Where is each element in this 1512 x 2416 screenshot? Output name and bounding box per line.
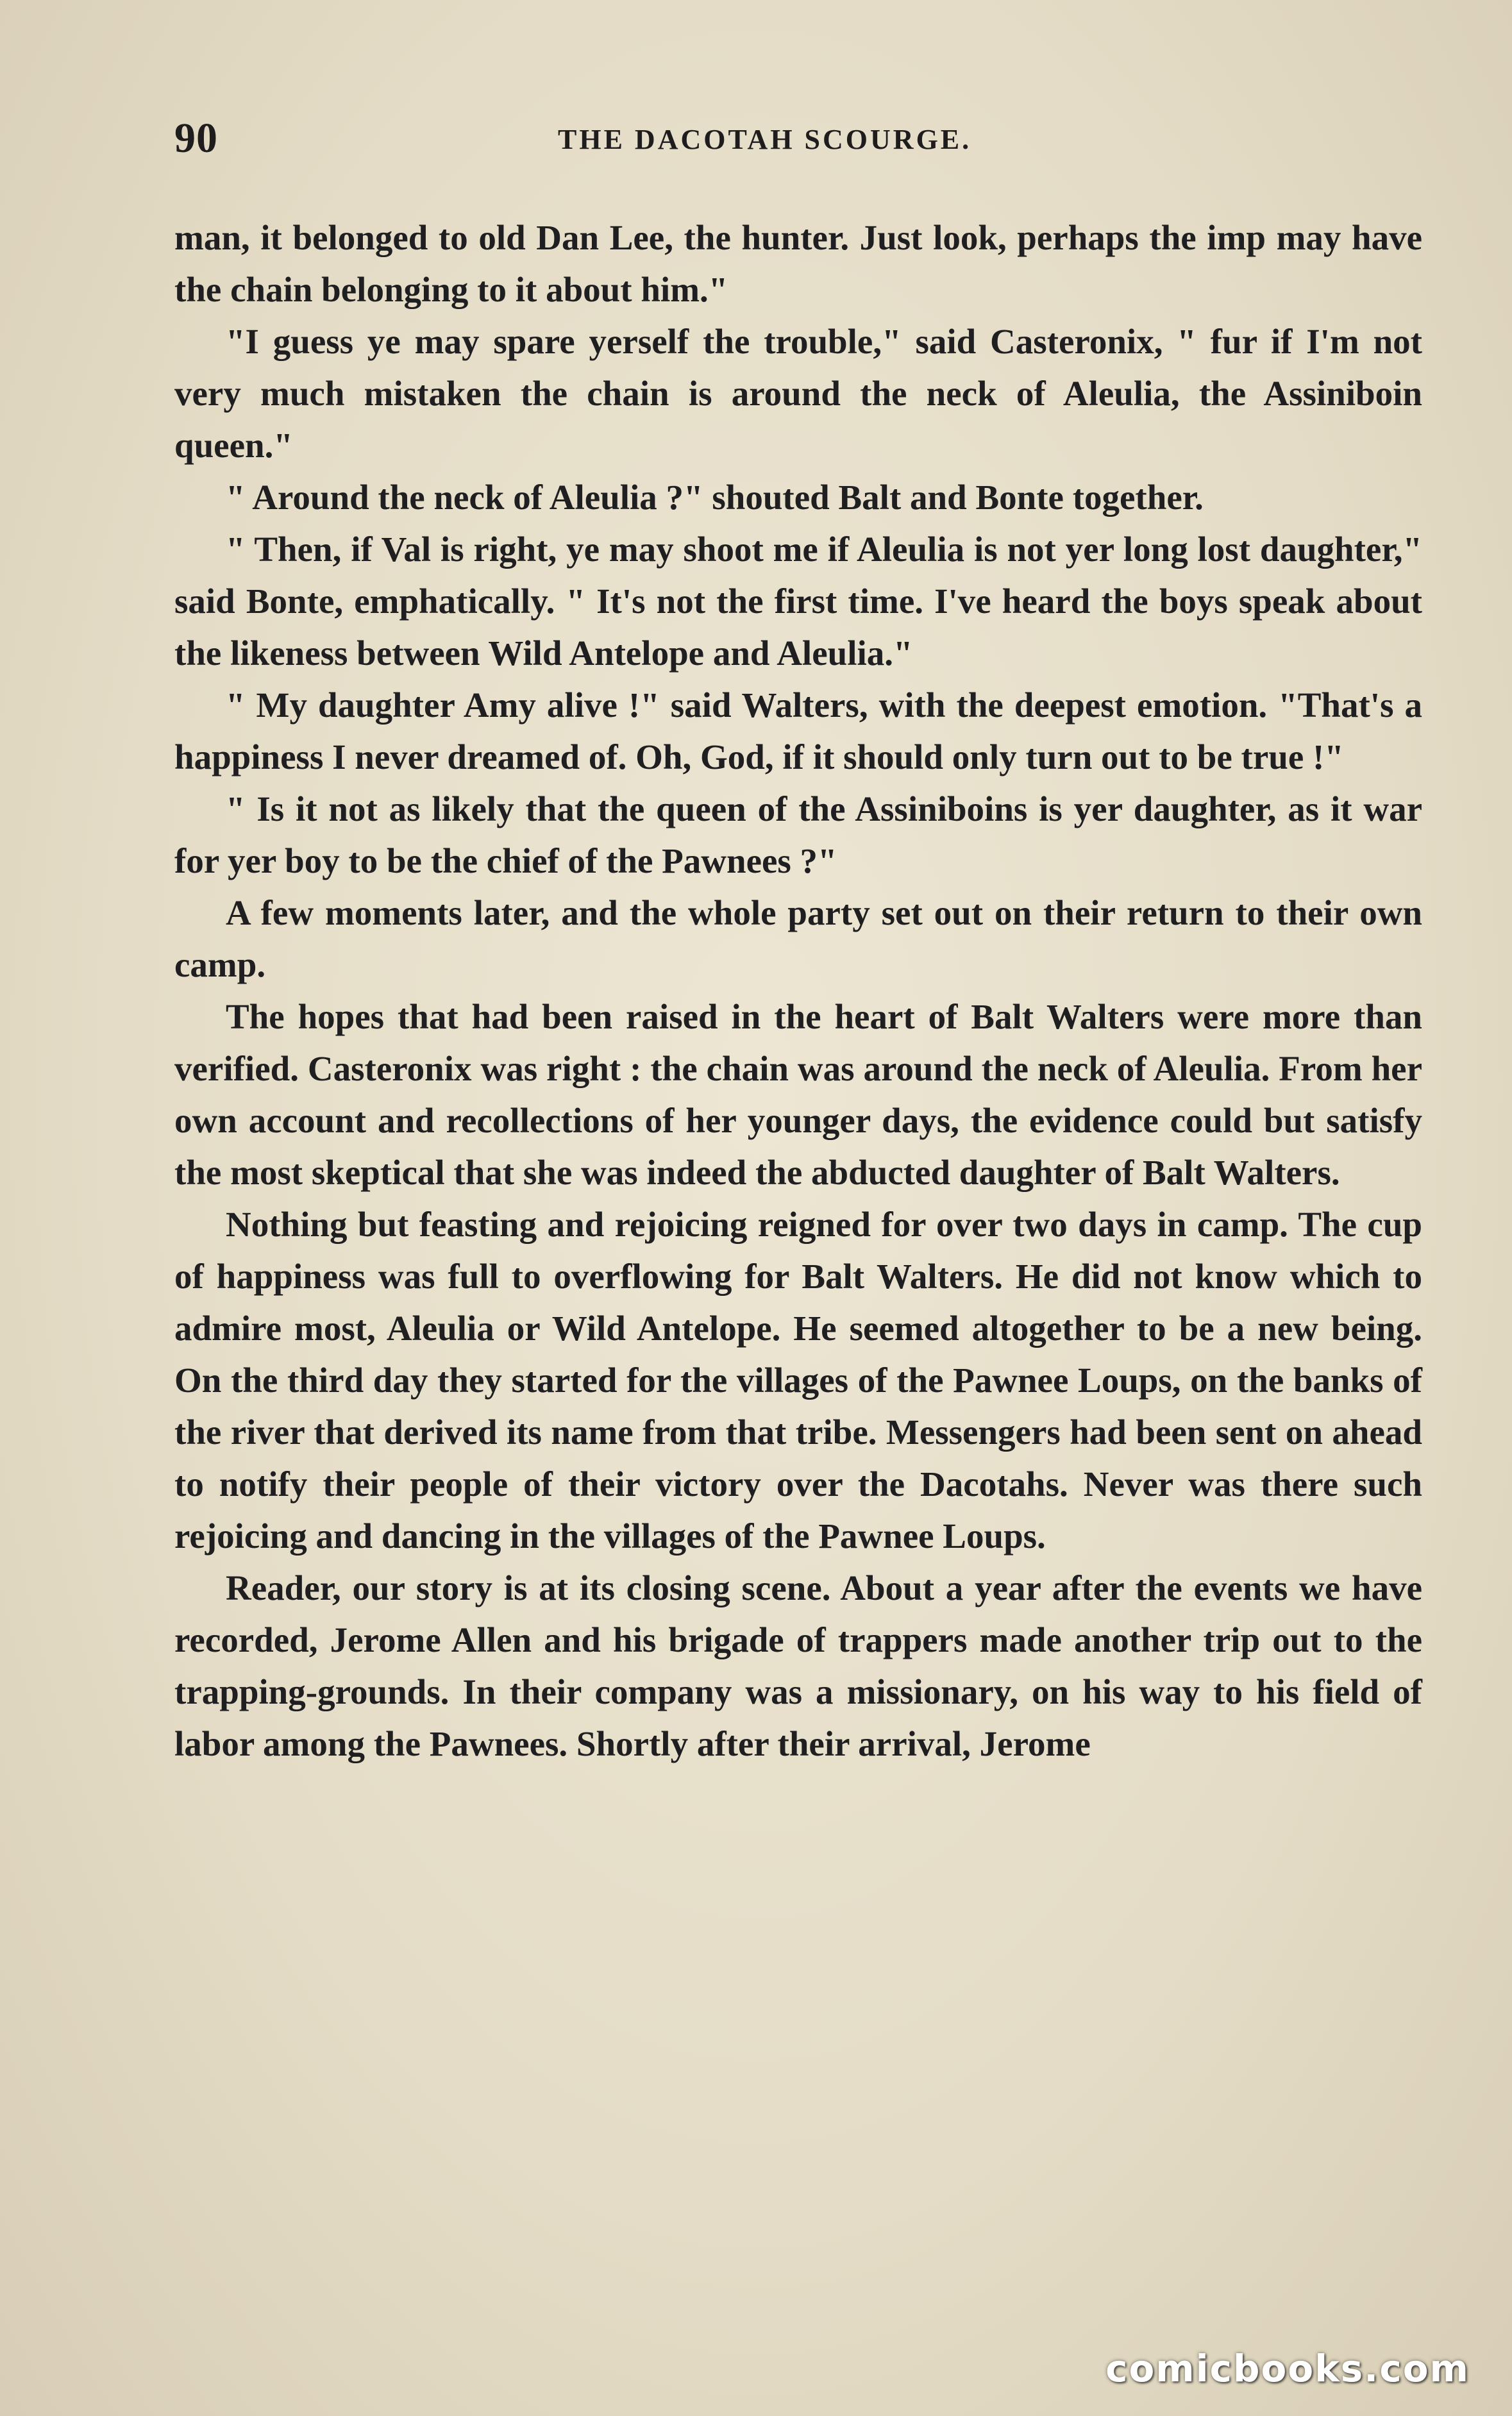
paragraph: A few moments later, and the whole party set out on their return to their own camp.	[174, 893, 1422, 984]
paragraph: " Is it not as likely that the queen of the Assiniboins is yer daughter, as it war for yer boy to be the chief of the Pawnees ?"	[174, 789, 1422, 880]
running-head: THE DACOTAH SCOURGE.	[558, 124, 972, 155]
paragraph: Nothing but feasting and rejoicing reigned for over two days in camp. The cup of happiness was full to overflowing for Balt Walters. He did not know which to admire most, Aleulia or Wild Antelope. He seemed altogether to be a new being. On the third day they started for the villages of the Pawnee Loups, on the banks of the river that derived its name from that tribe. Messengers had been sent on ahead to notify their people of their victory over the Dacotahs. Never was there such rejoicing and dancing in the villages of the Pawnee Loups.	[174, 1205, 1422, 1556]
paragraph: Reader, our story is at its closing scene. About a year after the events we have recorded, Jerome Allen and his brigade of trappers made another trip out to the trapping-grounds. In their company was a missionary, on his way to his field of labor among the Pawnees. Shortly after their arrival, Jerome	[174, 1568, 1422, 1763]
body-text	[174, 212, 1422, 1770]
paragraph: " My daughter Amy alive !" said Walters, with the deepest emotion. "That's a happiness I never dreamed of. Oh, God, if it should only turn out to be true !"	[174, 685, 1422, 776]
paragraph: "I guess ye may spare yerself the trouble," said Casteronix, " fur if I'm not very much mistaken the chain is around the neck of Aleulia, the Assiniboin queen."	[174, 322, 1422, 465]
paragraph: " Around the neck of Aleulia ?" shouted Balt and Bonte together.	[226, 478, 1204, 517]
page-number: 90	[174, 115, 218, 162]
paragraph: " Then, if Val is right, ye may shoot me if Aleulia is not yer long lost daughter," said Bonte, emphatically. " It's not the first time. I've heard the boys speak about the likeness between Wild Antelope and Aleulia."	[174, 530, 1422, 673]
page-header	[0, 114, 1512, 165]
paragraph: The hopes that had been raised in the heart of Balt Walters were more than verified. Casteronix was right : the chain was around the neck of Aleulia. From her own account and recollections of her younger days, the evidence could but satisfy the most skeptical that she was indeed the abducted daughter of Balt Walters.	[174, 997, 1422, 1192]
paragraph: man, it belonged to old Dan Lee, the hunter. Just look, perhaps the imp may have the chain belonging to it about him."	[174, 218, 1422, 309]
watermark: comicbooks.com	[1105, 2347, 1470, 2390]
